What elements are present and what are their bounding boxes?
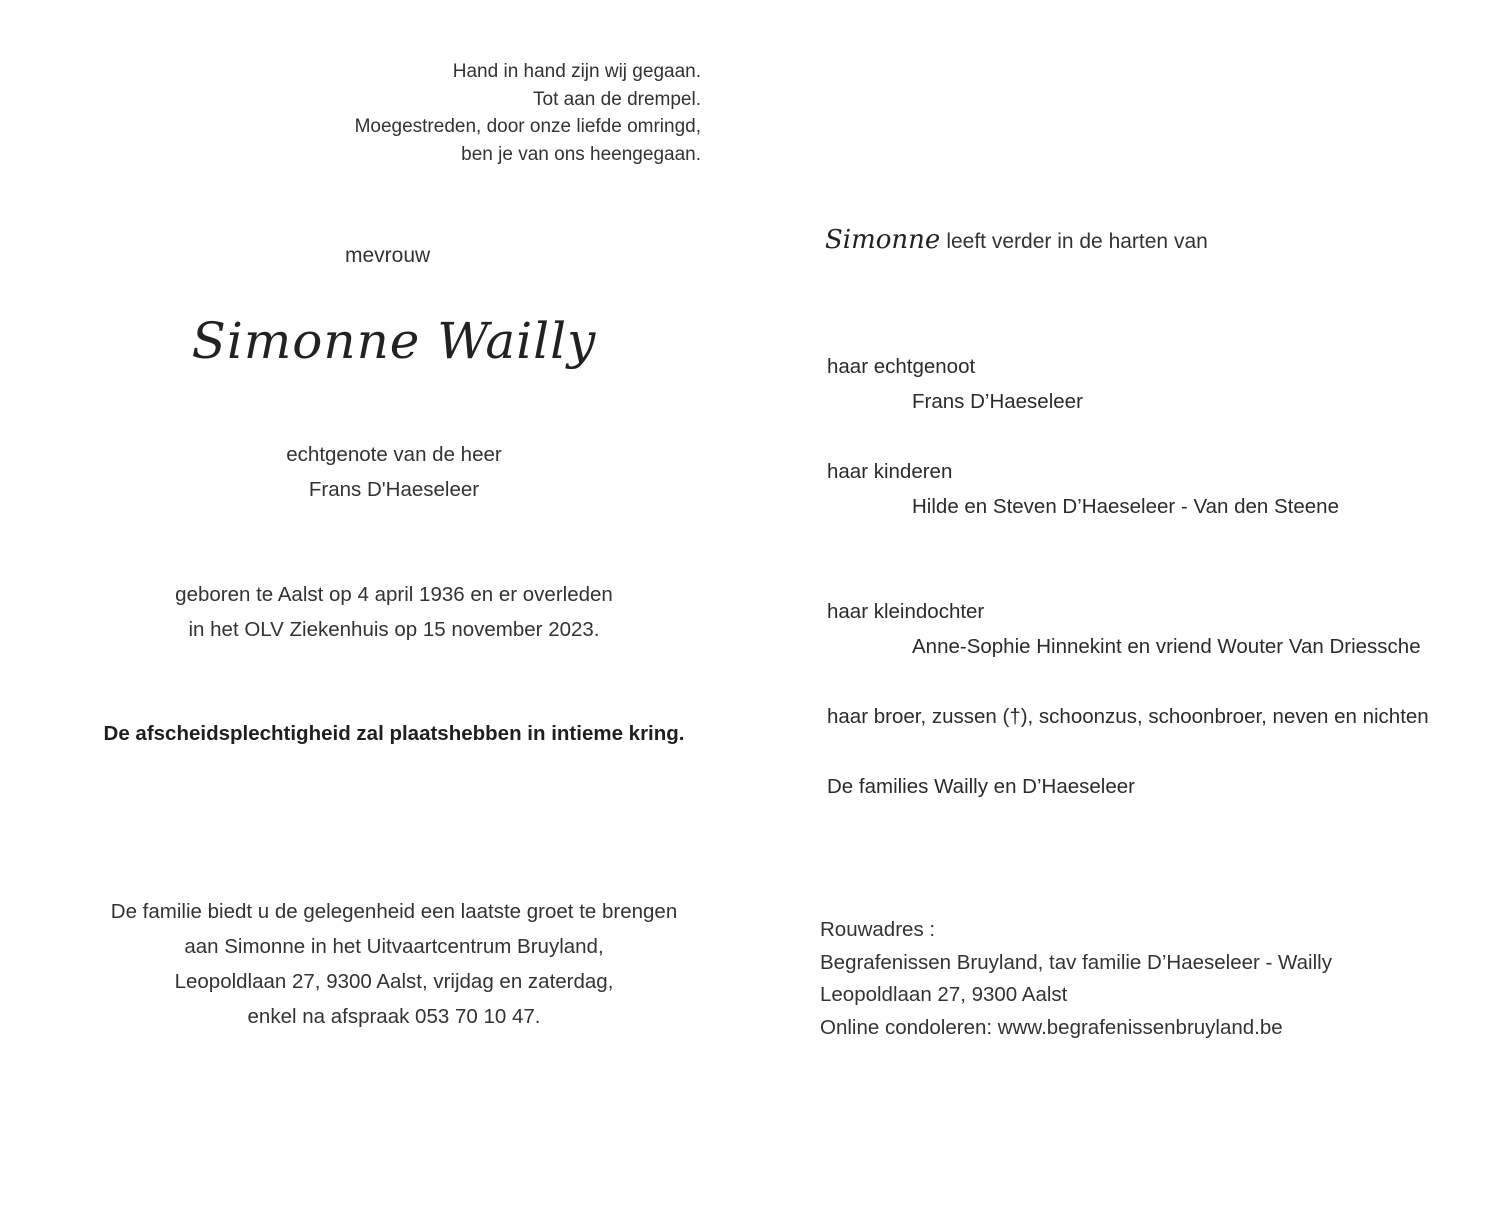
intro-name: Simonne [825, 225, 941, 255]
relation-label: haar echtgenoot [827, 355, 976, 378]
spouse-name: Frans D'Haeseleer [308, 478, 480, 501]
mourning-address [820, 914, 1332, 1045]
relation-names: Anne-Sophie Hinnekint en vriend Wouter Van Driessche [912, 635, 1421, 658]
relation-label: haar kleindochter [827, 600, 985, 623]
poem [355, 58, 701, 168]
spouse-block [0, 437, 788, 507]
visitation-line: aan Simonne in het Uitvaartcentrum Bruyland, [184, 935, 604, 958]
ceremony-notice: De afscheidsplechtigheid zal plaatshebben in intieme kring. [103, 722, 685, 745]
relation-names: Frans D’Haeseleer [912, 390, 1083, 413]
visitation-block [0, 894, 788, 1034]
poem-line: ben je van ons heengegaan. [461, 143, 701, 165]
poem-line: Hand in hand zijn wij gegaan. [452, 61, 701, 82]
address-label: Rouwadres : [820, 918, 936, 941]
poem-line: Moegestreden, door onze liefde omringd, [354, 116, 701, 137]
relation-label: haar kinderen [827, 460, 953, 483]
visitation-line: Leopoldlaan 27, 9300 Aalst, vrijdag en zaterdag, [174, 970, 614, 993]
address-line: Begrafenissen Bruyland, tav familie D’Haeseleer - Wailly [820, 950, 1332, 974]
deceased-title: mevrouw [345, 244, 431, 267]
extended-family: haar broer, zussen (†), schoonzus, schoonbroer, neven en nichten [827, 705, 1429, 728]
poem-line: Tot aan de drempel. [533, 88, 701, 110]
visitation-line: enkel na afspraak 053 70 10 47. [247, 1005, 541, 1028]
birth-line: geboren te Aalst op 4 april 1936 en er overleden [175, 583, 613, 606]
deceased-name: Simonne Wailly [191, 312, 597, 370]
address-website: Online condoleren: www.begrafenissenbruyland.be [820, 1016, 1283, 1040]
mourners-intro [825, 225, 1208, 255]
birth-death-block [0, 577, 788, 647]
spouse-line: echtgenote van de heer [286, 443, 502, 466]
relation-names: Hilde en Steven D’Haeseleer - Van den Steene [912, 495, 1339, 518]
intro-text: leeft verder in de harten van [946, 230, 1208, 253]
families-line: De families Wailly en D’Haeseleer [827, 775, 1135, 798]
death-line: in het OLV Ziekenhuis op 15 november 2023. [188, 618, 600, 641]
visitation-line: De familie biedt u de gelegenheid een laatste groet te brengen [110, 900, 678, 923]
address-line: Leopoldlaan 27, 9300 Aalst [820, 983, 1068, 1007]
